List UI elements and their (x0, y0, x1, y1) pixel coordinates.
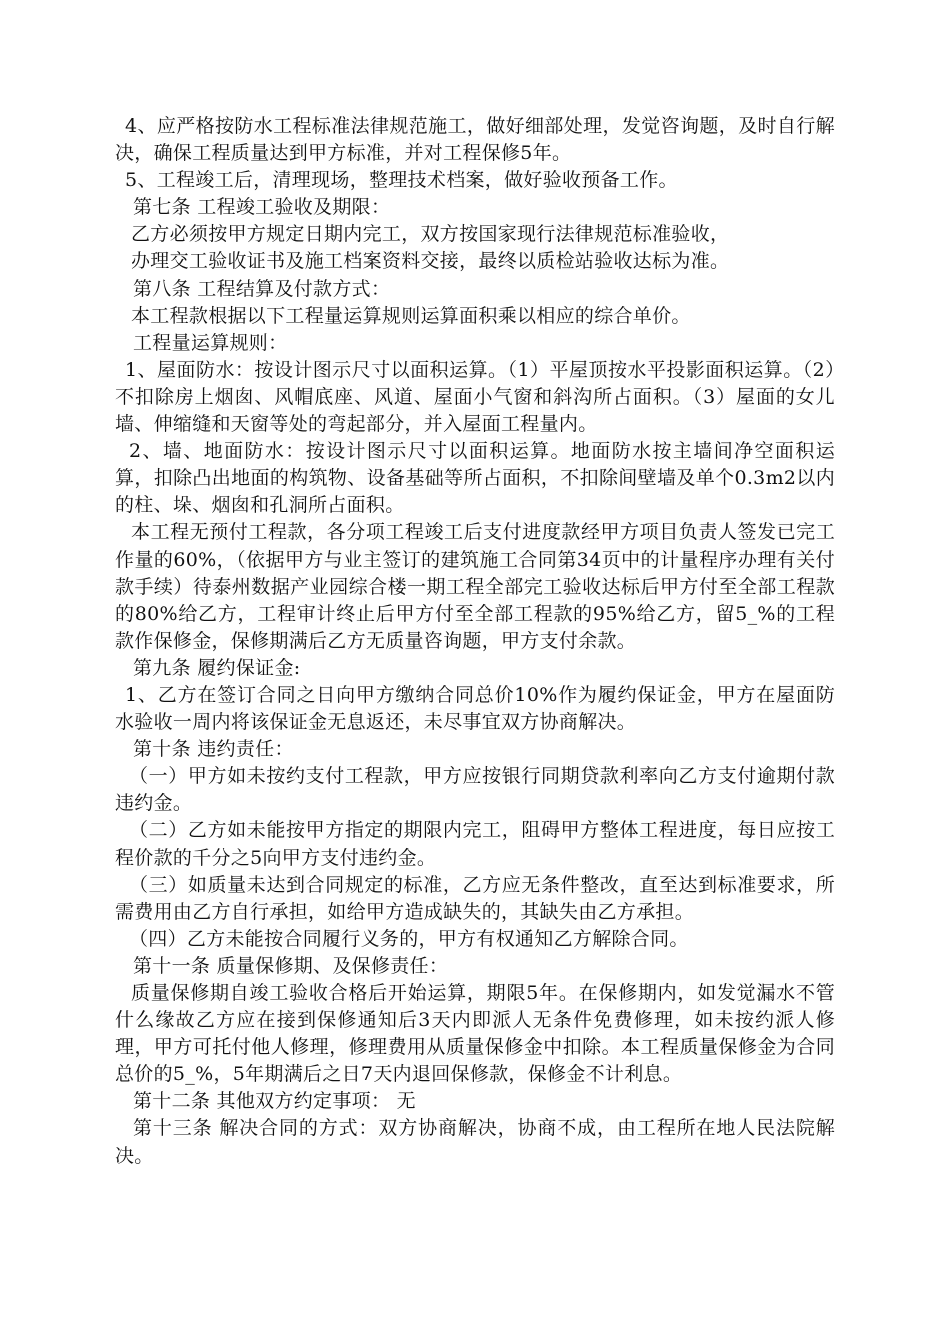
wall-floor-waterproofing-rule-paragraph: 2、墙、地面防水：按设计图示尺寸以面积运算。地面防水按主墙间净空面积运算，扣除凸出地面的构筑物、设备基础等所占面积，不扣除间壁墙及单个0.3m2以内的柱、垛、烟囱和孔洞所占面积。 (115, 440, 835, 517)
article-13-paragraph: 第十三条 解决合同的方式：双方协商解决，协商不成，由工程所在地人民法院解决。 (115, 1117, 835, 1167)
article-7-heading: 第七条 工程竣工验收及期限： (133, 196, 391, 219)
article-7-body-line-2: 办理交工验收证书及施工档案资料交接，最终以质检站验收达标为准。 (131, 250, 730, 273)
article-10-heading: 第十条 违约责任： (133, 738, 294, 761)
clause-item-5-paragraph: 5、工程竣工后，清理现场，整理技术档案，做好验收预备工作。 (125, 169, 678, 192)
breach-clause-3-paragraph: （三）如质量未达到合同规定的标准，乙方应无条件整改，直至达到标准要求，所需费用由乙方自行承担，如给甲方造成缺失的，其缺失由乙方承担。 (115, 873, 835, 923)
breach-clause-2-paragraph: （二）乙方如未能按甲方指定的期限内完工，阻碍甲方整体工程进度，每日应按工程价款的千分之5向甲方支付违约金。 (115, 819, 835, 869)
breach-clause-4-paragraph: （四）乙方未能按合同履行义务的，甲方有权通知乙方解除合同。 (129, 927, 689, 950)
article-7-body-line-1: 乙方必须按甲方规定日期内完工，双方按国家现行法律规范标准验收， (131, 223, 730, 246)
article-11-heading: 第十一条 质量保修期、及保修责任： (133, 954, 449, 977)
warranty-terms-paragraph: 质量保修期自竣工验收合格后开始运算，期限5年。在保修期内，如发觉漏水不管什么缘故乙方应在接到保修通知后3天内即派人无条件免费修理，如未按约派人修理，甲方可托付他人修理，修理费用从质量保修金中扣除。本工程质量保修金为合同总价的5_%，5年期满后之日7天内退回保修款，保修金不计利息。 (115, 982, 835, 1086)
contract-page-body (115, 113, 835, 1170)
performance-bond-paragraph: 1、乙方在签订合同之日向甲方缴纳合同总价10%作为履约保证金，甲方在屋面防水验收一周内将该保证金无息返还，未尽事宜双方协商解决。 (115, 683, 835, 734)
article-12-paragraph: 第十二条 其他双方约定事项： 无 (133, 1090, 416, 1113)
payment-terms-paragraph: 本工程无预付工程款，各分项工程竣工后支付进度款经甲方项目负责人签发已完工作量的60%，（依据甲方与业主签订的建筑施工合同第34页中的计量程序办理有关付款手续）待泰州数据产业园综合楼一期工程全部完工验收达标后甲方付至全部工程款的80%给乙方，工程审计终止后甲方付至全部工程款的95%给乙方，留5_%的工程款作保修金，保修期满后乙方无质量咨询题，甲方支付余款。 (115, 521, 835, 652)
clause-item-4-paragraph: 4、应严格按防水工程标准法律规范施工，做好细部处理，发觉咨询题，及时自行解决，确保工程质量达到甲方标准，并对工程保修5年。 (115, 115, 835, 165)
article-8-heading: 第八条 工程结算及付款方式： (133, 277, 391, 300)
breach-clause-1-paragraph: （一）甲方如未按约支付工程款，甲方应按银行同期贷款利率向乙方支付逾期付款违约金。 (115, 765, 835, 815)
roof-waterproofing-rule-paragraph: 1、屋面防水：按设计图示尺寸以面积运算。（1）平屋顶按水平投影面积运算。（2）不扣除房上烟囱、风帽底座、风道、屋面小气窗和斜沟所占面积。（3）屋面的女儿墙、伸缩缝和天窗等处的弯起部分，并入屋面工程量内。 (115, 358, 835, 436)
article-8-intro-paragraph: 本工程款根据以下工程量运算规则运算面积乘以相应的综合单价。 (131, 304, 691, 327)
calculation-rules-heading: 工程量运算规则： (133, 331, 288, 354)
article-9-heading: 第九条 履约保证金: (133, 656, 301, 679)
